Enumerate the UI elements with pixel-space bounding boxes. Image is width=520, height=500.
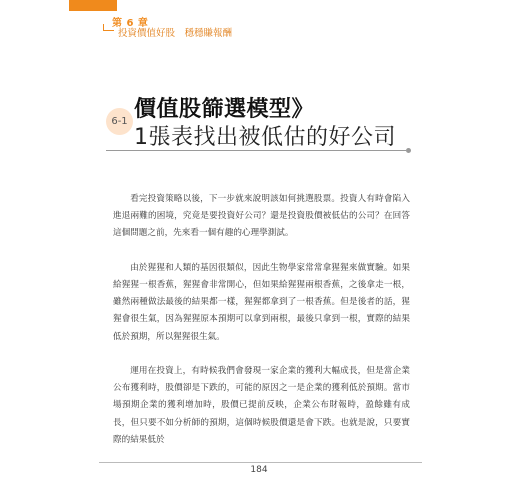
chapter-tab-decoration [69, 0, 117, 11]
paragraph-3: 運用在投資上，有時候我們會發現一家企業的獲利大幅成長，但是當企業公布獲利時，股價卻是下跌的，可能的原因之一是企業的獲利低於預期。當市場預期企業的獲利增加時，股價已提前反映，企業公布財報時，盈餘雖有成長，但只要不如分析師的預期，這個時候股價還是會下跌。也就是說，只要實際的結果低於 [113, 366, 410, 445]
section-title-main: 價值股篩選模型》 [134, 97, 315, 122]
paragraph-2: 由於猩猩和人類的基因很類似，因此生物學家常常拿猩猩來做實驗。如果給猩猩一根香蕉，猩猩會非常開心，但如果給猩猩兩根香蕉，之後拿走一根，雖然兩種做法最後的結果都一樣，猩猩都拿到了一根香蕉。但是後者的話，猩猩會很生氣，因為猩猩原本預期可以拿到兩根，最後只拿到一根，實際的結果低於預期，所以猩猩很生氣。 [113, 262, 410, 342]
section-number-badge [106, 108, 133, 135]
title-divider [106, 150, 406, 151]
section-number: 6-1 [111, 116, 128, 127]
section-title-sub: 1張表找出被低估的好公司 [134, 125, 396, 150]
body-text [113, 191, 410, 466]
chapter-label: 第 6 章 [112, 18, 149, 29]
paragraph-1: 看完投資策略以後，下一步就來說明該如何挑選股票。投資人有時會陷入進退兩難的困境，究竟是要投資好公司？還是投資股價被低估的公司？在回答這個問題之前，先來看一個有趣的心理學測試。 [113, 194, 410, 239]
footer-divider [99, 462, 422, 463]
chapter-subtitle: 投資價值好股 穩穩賺報酬 [118, 28, 233, 39]
page-number: 184 [250, 465, 268, 475]
divider-end-dot [406, 148, 411, 153]
